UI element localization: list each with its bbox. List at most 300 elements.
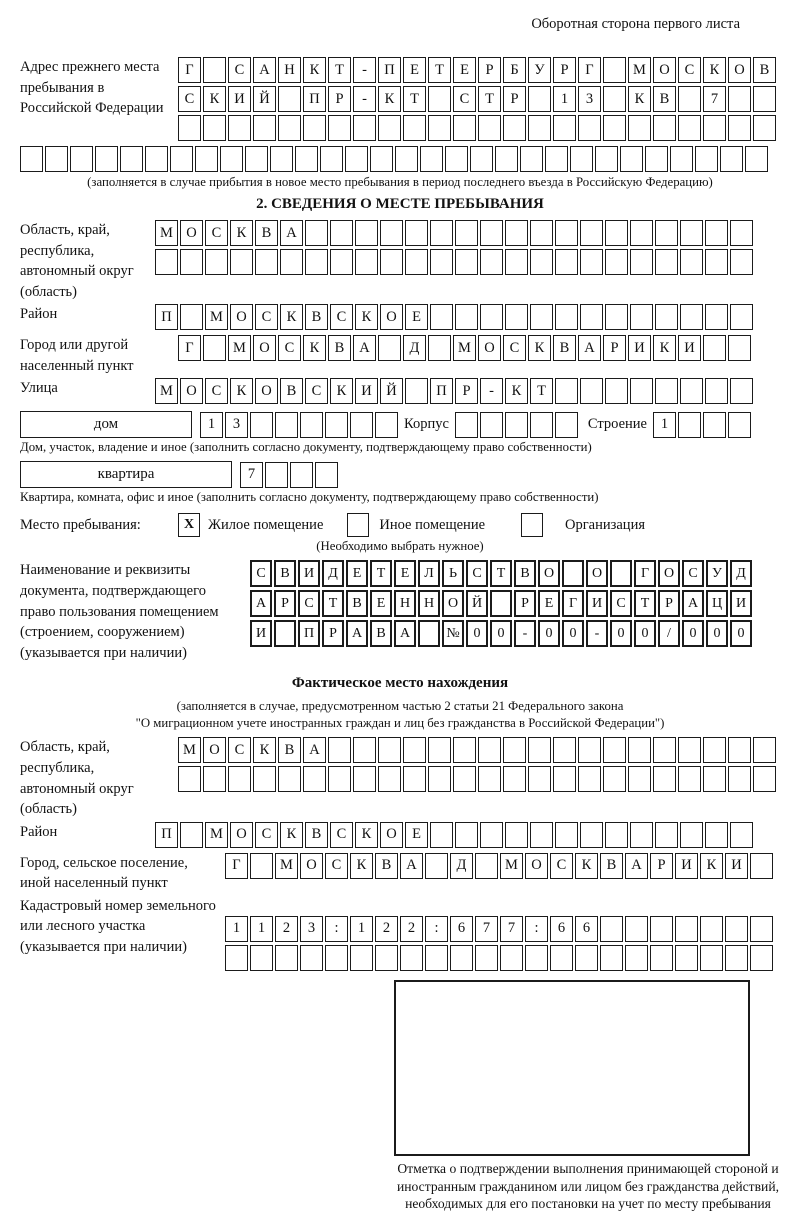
document-row-1[interactable] bbox=[250, 560, 754, 587]
form-cell[interactable] bbox=[530, 822, 553, 848]
form-cell[interactable] bbox=[328, 115, 351, 141]
form-cell[interactable]: В bbox=[653, 86, 676, 112]
form-cell[interactable]: М bbox=[205, 822, 228, 848]
form-cell[interactable] bbox=[455, 822, 478, 848]
form-cell[interactable] bbox=[180, 249, 203, 275]
form-cell[interactable] bbox=[253, 766, 276, 792]
form-cell[interactable]: Е bbox=[538, 590, 560, 617]
form-cell[interactable] bbox=[505, 304, 528, 330]
checkbox-other-premises[interactable] bbox=[347, 513, 369, 537]
form-cell[interactable] bbox=[250, 412, 273, 438]
form-cell[interactable] bbox=[705, 304, 728, 330]
form-cell[interactable] bbox=[655, 249, 678, 275]
form-cell[interactable]: К bbox=[653, 335, 676, 361]
form-cell[interactable] bbox=[603, 86, 626, 112]
region-row-1[interactable] bbox=[155, 220, 755, 246]
form-cell[interactable] bbox=[45, 146, 68, 172]
form-cell[interactable] bbox=[678, 766, 701, 792]
form-cell[interactable]: В bbox=[753, 57, 776, 83]
form-cell[interactable]: О bbox=[255, 378, 278, 404]
form-cell[interactable] bbox=[555, 220, 578, 246]
form-cell[interactable]: В bbox=[600, 853, 623, 879]
form-cell[interactable]: К bbox=[378, 86, 401, 112]
form-cell[interactable]: О bbox=[586, 560, 608, 587]
form-cell[interactable]: Р bbox=[514, 590, 536, 617]
form-cell[interactable] bbox=[228, 766, 251, 792]
form-cell[interactable]: С bbox=[298, 590, 320, 617]
form-cell[interactable] bbox=[425, 945, 448, 971]
prev-address-row-3[interactable] bbox=[178, 115, 778, 141]
form-cell[interactable]: П bbox=[378, 57, 401, 83]
form-cell[interactable] bbox=[328, 737, 351, 763]
form-cell[interactable]: 6 bbox=[450, 916, 473, 942]
form-cell[interactable]: - bbox=[514, 620, 536, 647]
form-cell[interactable] bbox=[380, 249, 403, 275]
form-cell[interactable]: В bbox=[375, 853, 398, 879]
form-cell[interactable] bbox=[753, 86, 776, 112]
form-cell[interactable]: О bbox=[380, 304, 403, 330]
form-cell[interactable] bbox=[275, 945, 298, 971]
form-cell[interactable] bbox=[650, 916, 673, 942]
form-cell[interactable] bbox=[625, 945, 648, 971]
form-cell[interactable]: Т bbox=[370, 560, 392, 587]
form-cell[interactable] bbox=[95, 146, 118, 172]
form-cell[interactable] bbox=[725, 945, 748, 971]
form-cell[interactable]: 2 bbox=[400, 916, 423, 942]
form-cell[interactable]: 1 bbox=[350, 916, 373, 942]
form-cell[interactable]: А bbox=[253, 57, 276, 83]
street-row[interactable] bbox=[155, 378, 755, 404]
form-cell[interactable]: П bbox=[298, 620, 320, 647]
form-cell[interactable] bbox=[430, 249, 453, 275]
form-cell[interactable] bbox=[750, 916, 773, 942]
form-cell[interactable]: С bbox=[610, 590, 632, 617]
form-cell[interactable]: О bbox=[203, 737, 226, 763]
form-cell[interactable] bbox=[628, 737, 651, 763]
form-cell[interactable] bbox=[278, 115, 301, 141]
city-row[interactable] bbox=[178, 335, 753, 361]
form-cell[interactable] bbox=[370, 146, 393, 172]
form-cell[interactable]: К bbox=[280, 304, 303, 330]
form-cell[interactable] bbox=[455, 220, 478, 246]
form-cell[interactable] bbox=[290, 462, 313, 488]
form-cell[interactable] bbox=[680, 822, 703, 848]
document-row-3[interactable] bbox=[250, 620, 754, 647]
form-cell[interactable] bbox=[630, 378, 653, 404]
form-cell[interactable]: 1 bbox=[200, 412, 223, 438]
form-cell[interactable] bbox=[475, 853, 498, 879]
prev-address-row-1[interactable] bbox=[178, 57, 778, 83]
form-cell[interactable]: К bbox=[350, 853, 373, 879]
form-cell[interactable] bbox=[610, 560, 632, 587]
form-cell[interactable]: И bbox=[730, 590, 752, 617]
form-cell[interactable] bbox=[500, 945, 523, 971]
form-cell[interactable] bbox=[750, 945, 773, 971]
form-cell[interactable]: И bbox=[355, 378, 378, 404]
form-cell[interactable]: Р bbox=[650, 853, 673, 879]
form-cell[interactable] bbox=[430, 304, 453, 330]
form-cell[interactable] bbox=[278, 86, 301, 112]
form-cell[interactable] bbox=[728, 115, 751, 141]
form-cell[interactable]: В bbox=[305, 822, 328, 848]
prev-address-row-2[interactable] bbox=[178, 86, 778, 112]
form-cell[interactable] bbox=[628, 115, 651, 141]
form-cell[interactable]: - bbox=[586, 620, 608, 647]
form-cell[interactable] bbox=[230, 249, 253, 275]
form-cell[interactable]: / bbox=[658, 620, 680, 647]
form-cell[interactable] bbox=[753, 737, 776, 763]
form-cell[interactable]: С bbox=[228, 737, 251, 763]
form-cell[interactable] bbox=[703, 412, 726, 438]
form-cell[interactable]: 3 bbox=[578, 86, 601, 112]
form-cell[interactable] bbox=[225, 945, 248, 971]
form-cell[interactable]: : bbox=[325, 916, 348, 942]
form-cell[interactable] bbox=[478, 115, 501, 141]
form-cell[interactable]: Д bbox=[730, 560, 752, 587]
form-cell[interactable]: П bbox=[303, 86, 326, 112]
form-cell[interactable] bbox=[378, 737, 401, 763]
form-cell[interactable] bbox=[455, 249, 478, 275]
district-row[interactable] bbox=[155, 304, 755, 330]
form-cell[interactable] bbox=[703, 115, 726, 141]
form-cell[interactable] bbox=[403, 737, 426, 763]
form-cell[interactable]: А bbox=[250, 590, 272, 617]
form-cell[interactable]: М bbox=[275, 853, 298, 879]
form-cell[interactable] bbox=[480, 304, 503, 330]
form-cell[interactable] bbox=[250, 945, 273, 971]
form-cell[interactable] bbox=[330, 220, 353, 246]
form-cell[interactable]: Т bbox=[490, 560, 512, 587]
form-cell[interactable]: С bbox=[178, 86, 201, 112]
form-cell[interactable] bbox=[520, 146, 543, 172]
form-cell[interactable]: У bbox=[528, 57, 551, 83]
form-cell[interactable]: 3 bbox=[225, 412, 248, 438]
form-cell[interactable]: Г bbox=[178, 335, 201, 361]
form-cell[interactable] bbox=[703, 335, 726, 361]
actual-district-row[interactable] bbox=[155, 822, 755, 848]
form-cell[interactable]: А bbox=[353, 335, 376, 361]
form-cell[interactable]: 1 bbox=[225, 916, 248, 942]
form-cell[interactable] bbox=[605, 220, 628, 246]
actual-city-row[interactable] bbox=[225, 853, 775, 879]
form-cell[interactable]: В bbox=[305, 304, 328, 330]
form-cell[interactable] bbox=[275, 412, 298, 438]
form-cell[interactable] bbox=[728, 412, 751, 438]
form-cell[interactable] bbox=[728, 335, 751, 361]
form-cell[interactable] bbox=[375, 945, 398, 971]
form-cell[interactable] bbox=[678, 86, 701, 112]
form-cell[interactable]: К bbox=[355, 304, 378, 330]
form-cell[interactable]: № bbox=[442, 620, 464, 647]
form-cell[interactable] bbox=[655, 304, 678, 330]
form-cell[interactable] bbox=[655, 822, 678, 848]
form-cell[interactable]: М bbox=[628, 57, 651, 83]
form-cell[interactable]: 0 bbox=[706, 620, 728, 647]
form-cell[interactable] bbox=[203, 335, 226, 361]
form-cell[interactable]: : bbox=[425, 916, 448, 942]
form-cell[interactable] bbox=[650, 945, 673, 971]
form-cell[interactable] bbox=[245, 146, 268, 172]
form-cell[interactable] bbox=[353, 766, 376, 792]
form-cell[interactable] bbox=[578, 766, 601, 792]
form-cell[interactable] bbox=[580, 220, 603, 246]
form-cell[interactable] bbox=[325, 945, 348, 971]
form-cell[interactable]: О bbox=[658, 560, 680, 587]
form-cell[interactable]: Т bbox=[403, 86, 426, 112]
form-cell[interactable] bbox=[274, 620, 296, 647]
form-cell[interactable] bbox=[220, 146, 243, 172]
form-cell[interactable]: Т bbox=[634, 590, 656, 617]
form-cell[interactable]: Ц bbox=[706, 590, 728, 617]
form-cell[interactable] bbox=[705, 220, 728, 246]
form-cell[interactable] bbox=[403, 766, 426, 792]
form-cell[interactable] bbox=[503, 766, 526, 792]
form-cell[interactable] bbox=[680, 378, 703, 404]
form-cell[interactable] bbox=[603, 115, 626, 141]
form-cell[interactable] bbox=[528, 766, 551, 792]
form-cell[interactable] bbox=[20, 146, 43, 172]
form-cell[interactable]: М bbox=[205, 304, 228, 330]
form-cell[interactable]: И bbox=[228, 86, 251, 112]
form-cell[interactable] bbox=[705, 378, 728, 404]
form-cell[interactable] bbox=[553, 115, 576, 141]
form-cell[interactable]: И bbox=[628, 335, 651, 361]
form-cell[interactable] bbox=[428, 335, 451, 361]
form-cell[interactable] bbox=[653, 115, 676, 141]
form-cell[interactable] bbox=[630, 249, 653, 275]
form-cell[interactable]: 0 bbox=[682, 620, 704, 647]
form-cell[interactable]: С bbox=[682, 560, 704, 587]
form-cell[interactable]: 3 bbox=[300, 916, 323, 942]
form-cell[interactable] bbox=[265, 462, 288, 488]
form-cell[interactable]: К bbox=[703, 57, 726, 83]
form-cell[interactable] bbox=[378, 766, 401, 792]
form-cell[interactable] bbox=[320, 146, 343, 172]
form-cell[interactable] bbox=[405, 249, 428, 275]
form-cell[interactable]: О bbox=[253, 335, 276, 361]
form-cell[interactable]: О bbox=[230, 822, 253, 848]
form-cell[interactable] bbox=[575, 945, 598, 971]
form-cell[interactable]: О bbox=[525, 853, 548, 879]
form-cell[interactable] bbox=[478, 737, 501, 763]
form-cell[interactable] bbox=[580, 822, 603, 848]
form-cell[interactable] bbox=[503, 737, 526, 763]
form-cell[interactable] bbox=[605, 378, 628, 404]
form-cell[interactable] bbox=[180, 304, 203, 330]
form-cell[interactable]: Т bbox=[328, 57, 351, 83]
form-cell[interactable]: Р bbox=[478, 57, 501, 83]
form-cell[interactable]: Н bbox=[394, 590, 416, 617]
form-cell[interactable] bbox=[375, 412, 398, 438]
form-cell[interactable]: Р bbox=[603, 335, 626, 361]
form-cell[interactable]: 7 bbox=[500, 916, 523, 942]
form-cell[interactable]: И bbox=[250, 620, 272, 647]
form-cell[interactable] bbox=[605, 304, 628, 330]
form-cell[interactable]: О bbox=[478, 335, 501, 361]
form-cell[interactable] bbox=[578, 115, 601, 141]
form-cell[interactable]: А bbox=[400, 853, 423, 879]
form-cell[interactable]: Е bbox=[394, 560, 416, 587]
form-cell[interactable] bbox=[400, 945, 423, 971]
form-cell[interactable]: О bbox=[230, 304, 253, 330]
form-cell[interactable]: М bbox=[228, 335, 251, 361]
form-cell[interactable]: К bbox=[280, 822, 303, 848]
form-cell[interactable] bbox=[480, 412, 503, 438]
form-cell[interactable] bbox=[450, 945, 473, 971]
form-cell[interactable] bbox=[178, 115, 201, 141]
form-cell[interactable] bbox=[428, 115, 451, 141]
form-cell[interactable]: И bbox=[725, 853, 748, 879]
form-cell[interactable] bbox=[350, 945, 373, 971]
form-cell[interactable] bbox=[705, 249, 728, 275]
form-cell[interactable]: Г bbox=[225, 853, 248, 879]
form-cell[interactable] bbox=[550, 945, 573, 971]
form-cell[interactable]: О bbox=[728, 57, 751, 83]
form-cell[interactable]: Р bbox=[455, 378, 478, 404]
form-cell[interactable]: Л bbox=[418, 560, 440, 587]
form-cell[interactable] bbox=[228, 115, 251, 141]
form-cell[interactable]: В bbox=[255, 220, 278, 246]
form-cell[interactable]: 0 bbox=[610, 620, 632, 647]
form-cell[interactable]: - bbox=[353, 57, 376, 83]
form-cell[interactable] bbox=[553, 737, 576, 763]
form-cell[interactable] bbox=[530, 412, 553, 438]
form-cell[interactable]: Р bbox=[503, 86, 526, 112]
form-cell[interactable]: О bbox=[653, 57, 676, 83]
form-cell[interactable] bbox=[495, 146, 518, 172]
form-cell[interactable]: 0 bbox=[634, 620, 656, 647]
form-cell[interactable]: Р bbox=[553, 57, 576, 83]
cadastral-row-2[interactable] bbox=[225, 945, 775, 971]
form-cell[interactable] bbox=[405, 378, 428, 404]
form-cell[interactable]: 7 bbox=[475, 916, 498, 942]
document-row-2[interactable] bbox=[250, 590, 754, 617]
form-cell[interactable] bbox=[420, 146, 443, 172]
form-cell[interactable] bbox=[653, 766, 676, 792]
form-cell[interactable] bbox=[300, 412, 323, 438]
form-cell[interactable] bbox=[630, 822, 653, 848]
form-cell[interactable]: К bbox=[230, 378, 253, 404]
form-cell[interactable] bbox=[353, 115, 376, 141]
form-cell[interactable] bbox=[680, 220, 703, 246]
form-cell[interactable]: : bbox=[525, 916, 548, 942]
form-cell[interactable] bbox=[675, 945, 698, 971]
form-cell[interactable] bbox=[570, 146, 593, 172]
form-cell[interactable]: Г bbox=[178, 57, 201, 83]
form-cell[interactable] bbox=[580, 304, 603, 330]
form-cell[interactable] bbox=[680, 304, 703, 330]
form-cell[interactable]: О bbox=[442, 590, 464, 617]
form-cell[interactable] bbox=[325, 412, 348, 438]
form-cell[interactable] bbox=[595, 146, 618, 172]
form-cell[interactable]: 0 bbox=[466, 620, 488, 647]
form-cell[interactable]: 2 bbox=[275, 916, 298, 942]
region-row-2[interactable] bbox=[155, 249, 755, 275]
form-cell[interactable]: - bbox=[353, 86, 376, 112]
form-cell[interactable]: Н bbox=[278, 57, 301, 83]
form-cell[interactable]: Ь bbox=[442, 560, 464, 587]
form-cell[interactable]: К bbox=[303, 335, 326, 361]
form-cell[interactable] bbox=[703, 766, 726, 792]
form-cell[interactable] bbox=[753, 766, 776, 792]
form-cell[interactable]: К bbox=[203, 86, 226, 112]
form-cell[interactable] bbox=[480, 822, 503, 848]
form-cell[interactable]: Е bbox=[346, 560, 368, 587]
form-cell[interactable]: С bbox=[678, 57, 701, 83]
form-cell[interactable] bbox=[678, 115, 701, 141]
form-cell[interactable] bbox=[305, 220, 328, 246]
form-cell[interactable]: А bbox=[578, 335, 601, 361]
form-cell[interactable] bbox=[620, 146, 643, 172]
form-cell[interactable] bbox=[203, 766, 226, 792]
form-cell[interactable] bbox=[505, 220, 528, 246]
form-cell[interactable] bbox=[403, 115, 426, 141]
form-cell[interactable] bbox=[203, 115, 226, 141]
form-cell[interactable]: С bbox=[550, 853, 573, 879]
form-cell[interactable]: 7 bbox=[240, 462, 263, 488]
form-cell[interactable]: 0 bbox=[562, 620, 584, 647]
form-cell[interactable]: А bbox=[303, 737, 326, 763]
form-cell[interactable]: Б bbox=[503, 57, 526, 83]
form-cell[interactable] bbox=[653, 737, 676, 763]
form-cell[interactable]: М bbox=[500, 853, 523, 879]
form-cell[interactable]: Г bbox=[578, 57, 601, 83]
checkbox-organization[interactable] bbox=[521, 513, 543, 537]
form-cell[interactable] bbox=[678, 737, 701, 763]
form-cell[interactable] bbox=[378, 335, 401, 361]
form-cell[interactable]: Й bbox=[253, 86, 276, 112]
form-cell[interactable] bbox=[378, 115, 401, 141]
form-cell[interactable]: К bbox=[528, 335, 551, 361]
form-cell[interactable] bbox=[330, 249, 353, 275]
form-cell[interactable] bbox=[553, 766, 576, 792]
form-cell[interactable] bbox=[603, 766, 626, 792]
form-cell[interactable]: Е bbox=[405, 822, 428, 848]
form-cell[interactable] bbox=[380, 220, 403, 246]
form-cell[interactable]: Й bbox=[466, 590, 488, 617]
form-cell[interactable] bbox=[270, 146, 293, 172]
form-cell[interactable]: Р bbox=[274, 590, 296, 617]
form-cell[interactable]: И bbox=[675, 853, 698, 879]
form-cell[interactable]: А bbox=[625, 853, 648, 879]
form-cell[interactable]: С bbox=[278, 335, 301, 361]
form-cell[interactable]: 0 bbox=[730, 620, 752, 647]
form-cell[interactable]: В bbox=[553, 335, 576, 361]
form-cell[interactable]: 1 bbox=[553, 86, 576, 112]
form-cell[interactable] bbox=[70, 146, 93, 172]
actual-region-row-2[interactable] bbox=[178, 766, 778, 792]
form-cell[interactable]: О bbox=[300, 853, 323, 879]
form-cell[interactable] bbox=[555, 304, 578, 330]
form-cell[interactable] bbox=[605, 822, 628, 848]
form-cell[interactable] bbox=[345, 146, 368, 172]
form-cell[interactable] bbox=[303, 115, 326, 141]
form-cell[interactable] bbox=[505, 412, 528, 438]
form-cell[interactable] bbox=[703, 737, 726, 763]
form-cell[interactable]: Е bbox=[370, 590, 392, 617]
form-cell[interactable]: С bbox=[255, 304, 278, 330]
form-cell[interactable] bbox=[675, 916, 698, 942]
form-cell[interactable] bbox=[625, 916, 648, 942]
form-cell[interactable] bbox=[170, 146, 193, 172]
house-cells[interactable] bbox=[200, 412, 400, 438]
form-cell[interactable] bbox=[580, 249, 603, 275]
form-cell[interactable]: О bbox=[180, 378, 203, 404]
form-cell[interactable] bbox=[730, 304, 753, 330]
form-cell[interactable]: С bbox=[325, 853, 348, 879]
form-cell[interactable] bbox=[700, 916, 723, 942]
form-cell[interactable]: С bbox=[205, 378, 228, 404]
